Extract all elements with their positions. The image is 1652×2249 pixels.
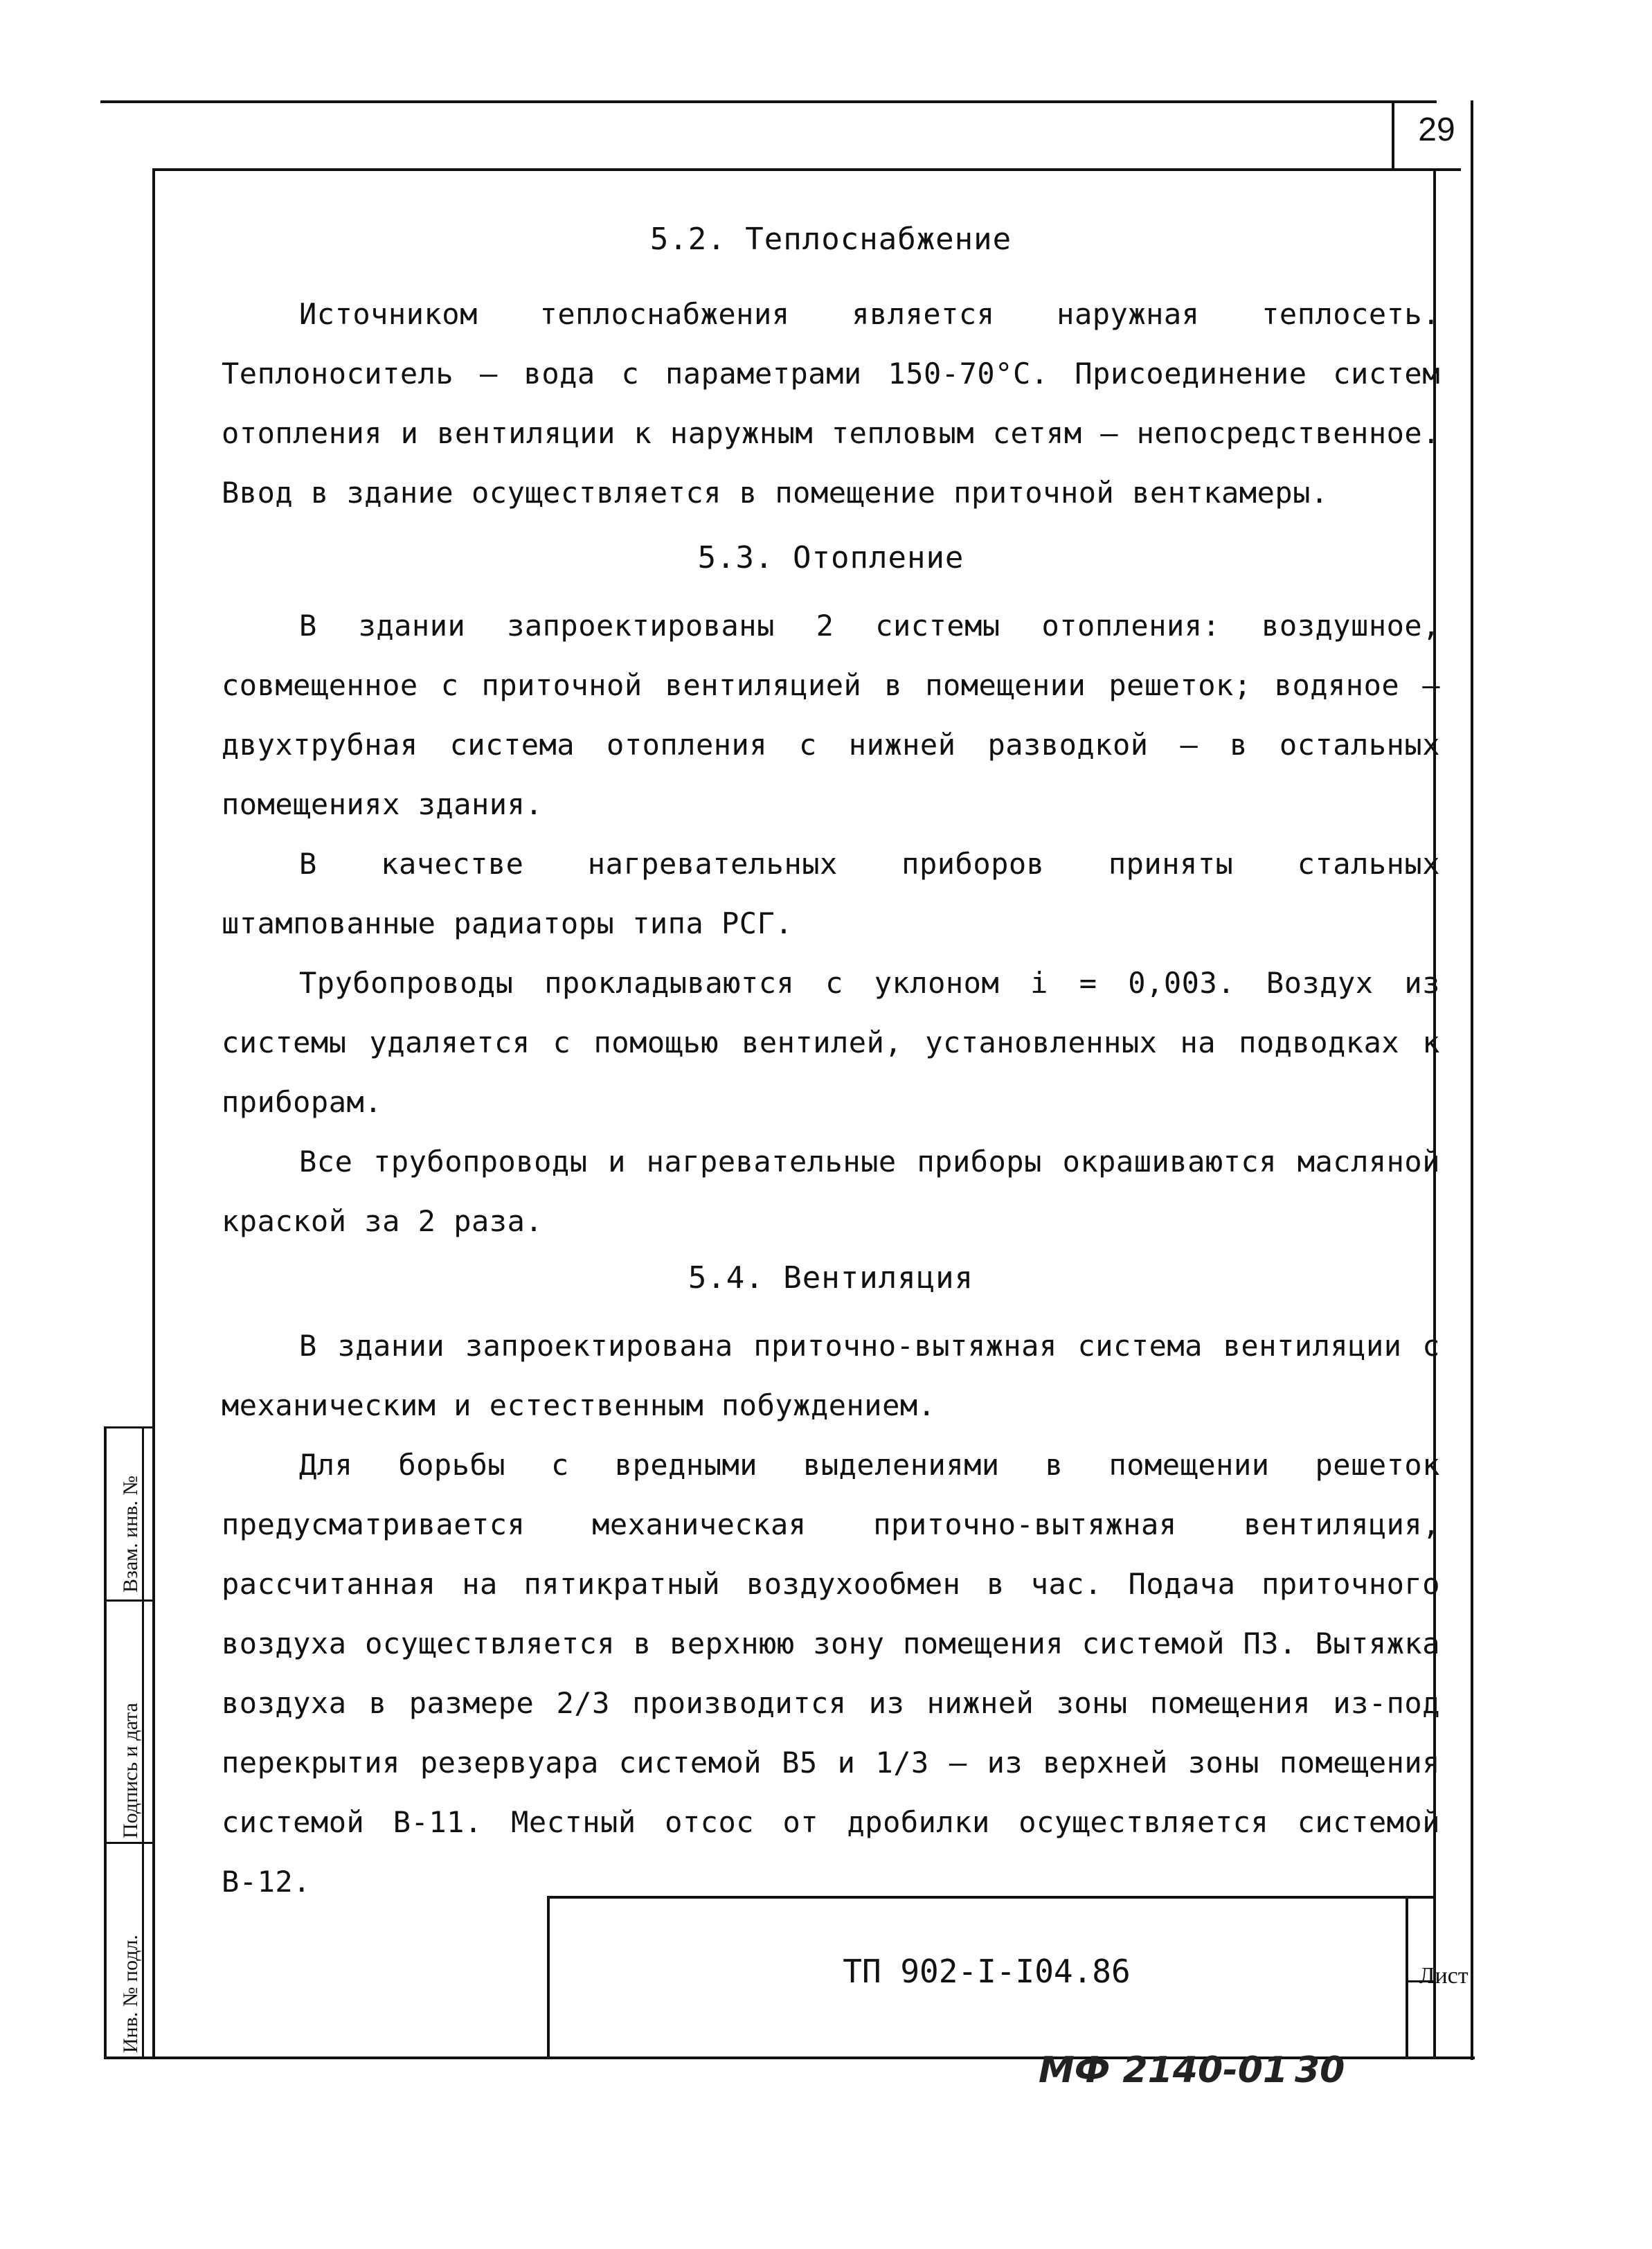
paragraph: Все трубопроводы и нагревательные приборы окрашиваются масляной краской за 2 раза. [222,1145,1440,1238]
stamp-left [547,1896,550,2058]
section-heading: 5.2. Теплоснабжение [649,222,1012,257]
section-ventilation [222,1260,1440,1912]
side-div-1 [104,1600,152,1602]
sheet-label: Лист [1419,1963,1469,1989]
paragraph: В качестве нагревательных приборов приняты стальных штампованные радиаторы типа РСГ. [222,847,1440,940]
side-col-left [104,1426,107,2057]
frame-right-outer [1471,100,1473,2060]
side-col-top [104,1426,152,1428]
frame-left [152,168,155,2059]
handwritten-sheet-number: 30 [1295,2050,1345,2091]
section-heat-supply [222,222,1440,523]
side-label-podpis-data: Подпись и дата [119,1703,142,1838]
stamp-sheet-left [1406,1896,1408,2058]
side-label-inv-podl: Инв. № подл. [119,1935,142,2053]
pagenum-box-left [1392,100,1394,170]
section-heating [222,540,1440,1251]
paragraph: В здании запроектирована приточно-вытяжная система вентиляции с механическим и естественным побуждением. [222,1329,1440,1422]
paragraph: В здании запроектированы 2 системы отопления: воздушное, совмещенное с приточной вентиляцией в помещении решеток; водяное – двухтрубная система отопления с нижней разводкой – в остальных помещениях здания. [222,609,1440,821]
paragraph: Источником теплоснабжения является наружная теплосеть. Теплоноситель – вода с параметрами 150-70°С. Присоединение систем отопления и вентиляции к наружным тепловым сетям – непосредственное. Ввод в здание осуществляется в помещение приточной венткамеры. [222,297,1440,510]
section-heading: 5.3. Отопление [697,540,964,575]
paragraph: Трубопроводы прокладываются с уклоном i = 0,003. Воздух из системы удаляется с помощью вентилей, установленных на подводках к приборам. [222,966,1440,1119]
handwritten-archive-code: МФ 2140-01 [1039,2050,1289,2091]
section-heading: 5.4. Вентиляция [688,1260,974,1296]
page-number: 29 [1418,111,1455,148]
document-code: ТП 902-I-I04.86 [843,1953,1131,1990]
frame-top [152,168,1461,171]
top-rule [100,100,1437,103]
side-label-vzam-inv: Взам. инв. № [119,1475,142,1593]
side-div-2 [104,1842,152,1844]
paragraph: Для борьбы с вредными выделениями в помещении решеток предусматривается механическая приточно-вытяжная вентиляция, рассчитанная на пятикратный воздухообмен в час. Подача приточного воздуха осуществляется в верхнюю зону помещения системой П3. Вытяжка воздуха в размере 2/3 производится из нижней зоны помещения из-под перекрытия резервуара системой В5 и 1/3 – из верхней зоны помещения системой В-11. Местный отсос от дробилки осуществляется системой В-12. [222,1448,1440,1899]
